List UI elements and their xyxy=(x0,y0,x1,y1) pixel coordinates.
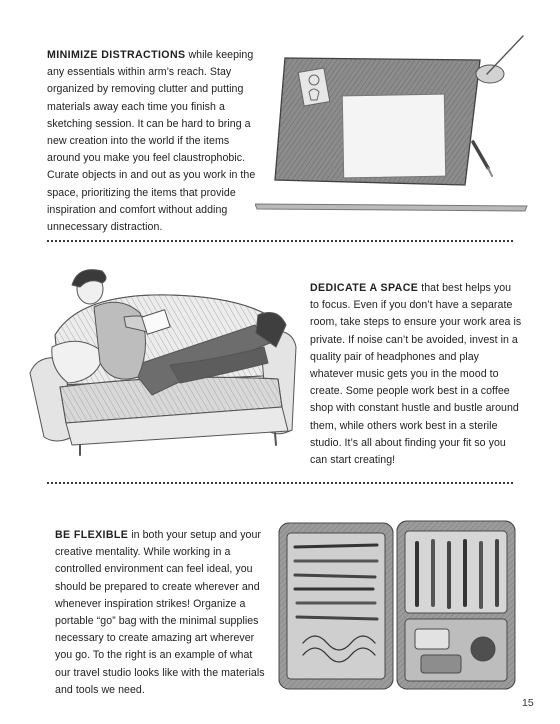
dotted-divider xyxy=(47,240,513,242)
section-body: in both your setup and your creative mentality. While working in a controlled environment can feel ideal, you should be prepared to create wherever and whenever inspiration strikes! Organize a portable “go” bag with the minimal supplies necessary to create amazing art wherever you go. To the right is an example of what our travel studio looks like with the materials and tools we need. xyxy=(55,529,265,696)
section-be-flexible xyxy=(55,527,267,699)
page-number: 15 xyxy=(522,697,534,709)
section-heading: MINIMIZE DISTRACTIONS xyxy=(47,49,186,61)
section-heading: DEDICATE A SPACE xyxy=(310,282,419,294)
section-body: while keeping any essentials within arm’s reach. Stay organized by removing clutter and putting materials away each time you finish a sketching session. It can be hard to bring a new creation into the world if the items around you make you feel claustrophobic. Curate objects in and out as you work in the space, prioritizing the items that provide inspiration and comfort without adding unnecessary distraction. xyxy=(47,49,256,234)
travel-art-case-illustration xyxy=(275,515,520,695)
section-minimize-distractions xyxy=(47,47,262,236)
dotted-divider xyxy=(47,482,513,484)
section-heading: BE FLEXIBLE xyxy=(55,529,129,541)
man-on-couch-illustration xyxy=(20,255,305,465)
section-dedicate-a-space xyxy=(310,280,522,469)
section-body: that best helps you to focus. Even if you don’t have a separate room, take steps to ensure your work area is private. If noise can’t be avoided, invest in a quality pair of headphones and play whatever music gets you in the mood to create. Some people work best in a coffee shop with constant hustle and bustle around them, while others work best in a sterile studio. It’s all about finding your fit so you can start creating! xyxy=(310,282,522,467)
drafting-desk-illustration xyxy=(255,30,530,215)
